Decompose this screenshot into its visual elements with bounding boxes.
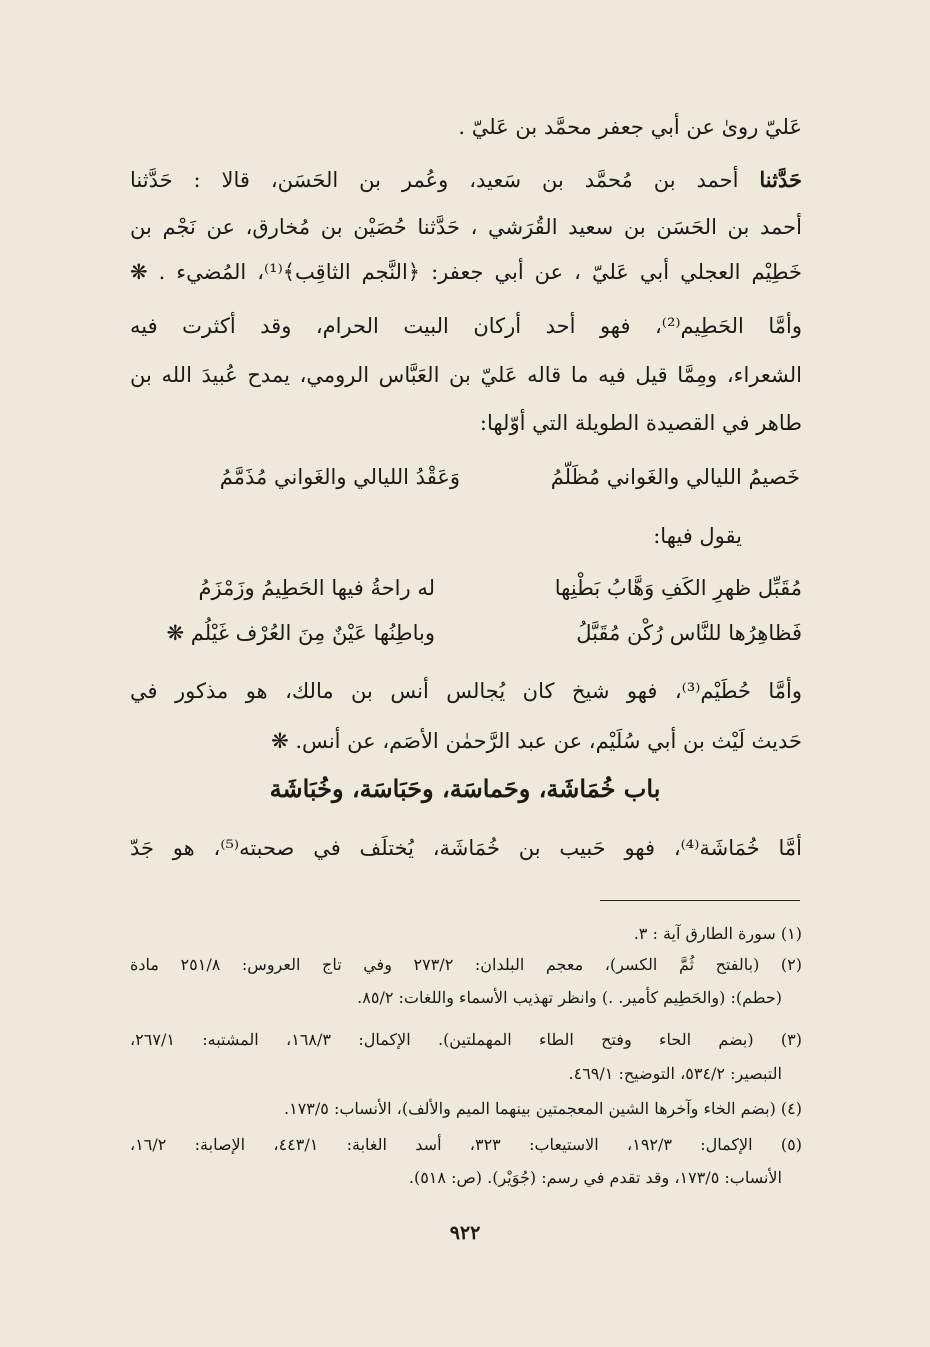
body-line-11: أمَّا خُمَاشَة⁽⁴⁾، فهو حَبيب بن خُمَاشَة، يُختلَف في صحبته⁽⁵⁾، هو جَدّ <box>130 836 803 860</box>
footnote-4: (٤) (بضم الخاء وآخرها الشين المعجمتين بينهما الميم والألف)، الأنساب: ١٧٣/٥. <box>284 1099 802 1118</box>
verse-3-hemistich-a: فَظاهِرُها للنَّاس رُكْن مُقَبَّلُ <box>576 621 802 645</box>
body-line-3: أحمد بن الحَسَن بن سعيد القُرَشي ، حَدَّثنا حُصَيْن بن مُخارق، عن نَجْم بن <box>130 215 802 239</box>
body-line-5: وأمَّا الحَطِيم⁽²⁾، فهو أحد أركان البيت الحرام، وقد أكثرت فيه <box>130 314 802 338</box>
verse-1-hemistich-b: وَعَقْدُ الليالي والغَواني مُذَمَّمُ <box>219 465 460 489</box>
body-line-4: خَطِيْم العجلي أبي عَليّ ، عن أبي جعفر: ﴿النَّجم الثاقِب﴾⁽¹⁾، المُضيء . ❋ <box>130 260 803 284</box>
verse-3-hemistich-b: وباطِنُها عَيْنٌ مِنَ العُرْف غَيْلُم ❋ <box>166 621 435 645</box>
body-line-9: وأمَّا حُطَيْم⁽³⁾، فهو شيخ كان يُجالس أنس بن مالك، هو مذكور في <box>130 679 803 703</box>
verse-1-hemistich-a: خَصيمُ الليالي والغَواني مُظَلّمُ <box>550 465 800 489</box>
footnote-2-line-1: (٢) (بالفتح ثُمَّ الكسر)، معجم البلدان: ٢٧٣/٢ وفي تاج العروس: ٢٥١/٨ مادة <box>130 955 802 974</box>
footnote-divider <box>600 900 800 901</box>
body-line-7: طاهر في القصيدة الطويلة التي أوّلها: <box>479 411 802 435</box>
footnote-1: (١) سورة الطارق آية : ٣. <box>633 924 802 943</box>
section-heading: باب خُمَاشَة، وحَماسَة، وحَبَاسَة، وخُبَاشَة <box>269 774 661 803</box>
footnote-5-line-2: الأنساب: ١٧٣/٥، وقد تقدم في رسم: (جُوَيْر). (ص: ٥١٨). <box>408 1168 782 1187</box>
body-line-1: عَليّ روىٰ عن أبي جعفر محمَّد بن عَليّ . <box>458 115 802 139</box>
page-number: ٩٢٢ <box>449 1222 481 1244</box>
footnote-5-line-1: (٥) الإكمال: ١٩٢/٣، الاستيعاب: ٣٢٣، أسد الغابة: ٤٤٣/١، الإصابة: ١٦/٢، <box>130 1135 802 1154</box>
hadith-lead: حَدَّثنا <box>759 167 802 192</box>
body-line-2-rest: أحمد بن مُحمَّد بن سَعيد، وعُمر بن الحَسَن، قالا : حَدَّثنا <box>130 168 760 192</box>
verse-2-hemistich-b: له راحةُ فيها الحَطِيمُ وزَمْزَمُ <box>198 576 435 600</box>
footnote-3-line-2: التبصير: ٥٣٤/٢، التوضيح: ٤٦٩/١. <box>568 1064 782 1083</box>
footnote-2-line-2: (حطم): (والحَطِيم كأمير. .) وانظر تهذيب الأسماء واللغات: ٨٥/٢. <box>357 988 782 1007</box>
body-line-10: حَديث لَيْث بن أبي سُلَيْم، عن عبد الرَّحمٰن الأصَم، عن أنس. ❋ <box>271 729 802 753</box>
body-line-6: الشعراء، ومِمَّا قيل فيه ما قاله عَليّ بن العَبَّاس الرومي، يمدح عُبيدَ الله بن <box>130 363 802 387</box>
footnote-3-line-1: (٣) (بضم الحاء وفتح الطاء المهملتين). الإكمال: ١٦٨/٣، المشتبه: ٢٦٧/١، <box>130 1030 803 1049</box>
body-line-2 <box>130 165 802 195</box>
verse-2-hemistich-a: مُقَبِّل ظهرِ الكَفِ وَهَّابُ بَطْنِها <box>554 576 802 600</box>
body-line-8: يقول فيها: <box>653 524 742 548</box>
